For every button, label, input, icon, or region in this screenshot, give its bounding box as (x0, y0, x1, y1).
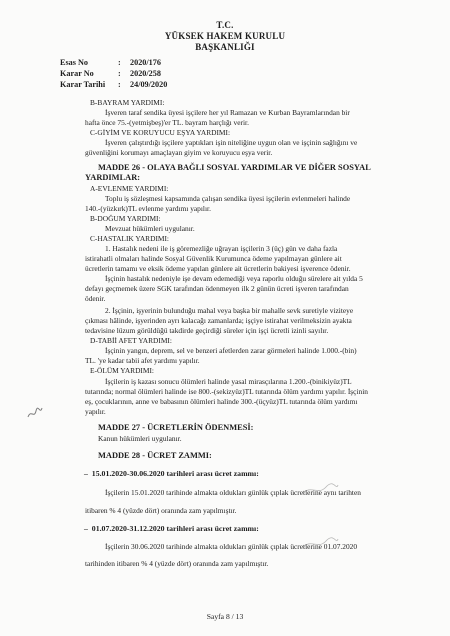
olum-line-1: İşçilerin iş kazası sonucu ölümleri halinde yasal mirasçılarına 1.200.-(binikiyüz)TL (105, 377, 352, 386)
bullet-dash: – (84, 469, 92, 478)
meta-value: 24/09/2020 (130, 80, 168, 89)
giyim-line-2: güvenliğini korumayı amaçlayan giyim ve koruyucu eşya verir. (85, 148, 273, 157)
initials-mark (26, 405, 44, 421)
bayram-title: B-BAYRAM YARDIMI: (90, 98, 165, 107)
meta-key: Karar Tarihi (60, 80, 106, 89)
madde-28-heading: MADDE 28 - ÜCRET ZAMMI: (98, 451, 212, 460)
dogum-line-1: Mevzuat hükümleri uygulanır. (105, 224, 195, 233)
hastalik-title: C-HASTALIK YARDIMI: (90, 234, 169, 243)
evlenme-line-1: Toplu iş sözleşmesi kapsamında çalışan sendika üyesi işçilerin evlenmeleri halinde (105, 194, 351, 203)
meta-key: Karar No (60, 69, 94, 78)
giyim-title: C-GİYİM VE KORUYUCU EŞYA YARDIMI: (90, 128, 231, 137)
afet-line-2: TL. 'ye kadar tabii afet yardımı yapılır. (85, 356, 200, 365)
afet-title: D-TABİİ AFET YARDIMI: (90, 336, 172, 345)
zam-1-line-1: İşçilerin 15.01.2020 tarihinde almakta oldukları günlük çıplak ücretlerine aynı tarihten (105, 488, 361, 497)
olum-title: E-ÖLÜM YARDIMI: (90, 366, 154, 375)
hastalik-line-3: ücretlerin tamamı ve eksik ödeme yapılan günlere ait ücretlerin bakiyesi işverence ödenir. (85, 264, 351, 273)
meta-karar-tarihi: Karar Tarihi : 24/09/2020 (60, 80, 168, 89)
zam-1-title: – 15.01.2020-30.06.2020 tarihleri arası ücret zammı: (84, 469, 259, 478)
meta-value: 2020/258 (130, 69, 161, 78)
meta-value: 2020/176 (130, 58, 161, 67)
header-office: BAŞKANLIĞI (195, 42, 255, 52)
olum-line-4: yapılır. (85, 407, 106, 416)
hastalik-line-9: tedavisine lüzum görüldüğü takdirde geçirdiği süreler için işçi ücretli izinli sayılır. (85, 326, 329, 335)
giyim-line-1: İşveren çalıştırdığı işçilere yaptıkları işin niteliğine uygun olan ve işçinin sağlığını ve (105, 138, 358, 147)
zam-2-line-2: tarihinden itibaren % 4 (yüzde dört) oranında zam yapılmıştır. (85, 559, 269, 568)
hastalik-line-1: 1. Hastalık nedeni ile iş göremezliğe uğrayan işçilerin 3 (üç) gün ve daha fazla (105, 244, 338, 253)
bayram-line-2: hafta önce 75.-(yetmişbeş)'er TL. bayram harçlığı verir. (85, 118, 249, 127)
bullet-dash: – (84, 524, 92, 533)
zam-1-line-2: itibaren % 4 (yüzde dört) oranında zam yapılmıştır. (85, 506, 237, 515)
header-tc: T.C. (216, 20, 234, 30)
dogum-title: B-DOĞUM YARDIMI: (90, 214, 161, 223)
hastalik-line-2: istirahatli olmaları halinde Sosyal Güvenlik Kurumunca ödeme yapılmayan günlere ait (85, 254, 342, 263)
olum-line-3: eş, çocuklarının, anne ve babasının ölümleri halinde 300.-(üçyüz)TL tutarında ölüm yardımı (85, 397, 358, 406)
hastalik-line-8: çıkması hâlinde, işyerinden ayrı kalacağı zamanlarda; işçiye istirahat verilmeksizin ayakta (85, 316, 352, 325)
meta-karar: Karar No : 2020/258 (60, 69, 161, 78)
zam-2-title: – 01.07.2020-31.12.2020 tarihleri arası ücret zammı: (84, 524, 259, 533)
zam-2-line-1: İşçilerin 30.06.2020 tarihinde almakta oldukları günlük çıplak ücretlerine 01.07.2020 (105, 542, 358, 551)
stamp-mark (300, 482, 340, 498)
evlenme-line-2: 140.-(yüzkırk)TL evlenme yardımı yapılır. (85, 204, 211, 213)
afet-line-1: İşçinin yangın, deprem, sel ve benzeri afetlerden zarar görmeleri halinde 1.000.-(bin) (105, 346, 357, 355)
stamp-mark (300, 536, 340, 552)
hastalik-line-5: defayı geçmemek üzere SGK tarafından ödenmeyen ilk 2 günün ücreti işveren tarafından (85, 284, 349, 293)
hastalik-line-6: ödenir. (85, 294, 106, 303)
header-institution: YÜKSEK HAKEM KURULU (164, 31, 286, 41)
olum-line-2: tutarında; normal ölümleri halinde ise 800.-(sekizyüz)TL tutarında ölüm yardımı yapılır. İşçinin (85, 387, 368, 396)
page-number: Sayfa 8 / 13 (206, 612, 244, 621)
madde-26-heading-cont: YARDIMLAR: (85, 173, 141, 182)
hastalik-line-7: 2. İşçinin, işyerinin bulunduğu mahal veya başka bir mahalle sevk suretiyle viziteye (105, 306, 354, 315)
hastalik-line-4: İşçinin hastalık nedeniyle işe devam edemediği veya raporlu olduğu sürelere ait yılda 5 (105, 274, 363, 283)
bayram-line-1: İşveren taraf sendika üyesi işçilere her yıl Ramazan ve Kurban Bayramlarından bir (105, 108, 350, 117)
meta-key: Esas No (60, 58, 88, 67)
madde-27-line-1: Kanun hükümleri uygulanır. (98, 434, 182, 443)
madde-26-heading: MADDE 26 - OLAYA BAĞLI SOSYAL YARDIMLAR VE DİĞER SOSYAL (98, 163, 371, 172)
meta-esas: Esas No : 2020/176 (60, 58, 161, 67)
evlenme-title: A-EVLENME YARDIMI: (90, 184, 169, 193)
madde-27-heading: MADDE 27 - ÜCRETLERİN ÖDENMESİ: (98, 423, 254, 432)
